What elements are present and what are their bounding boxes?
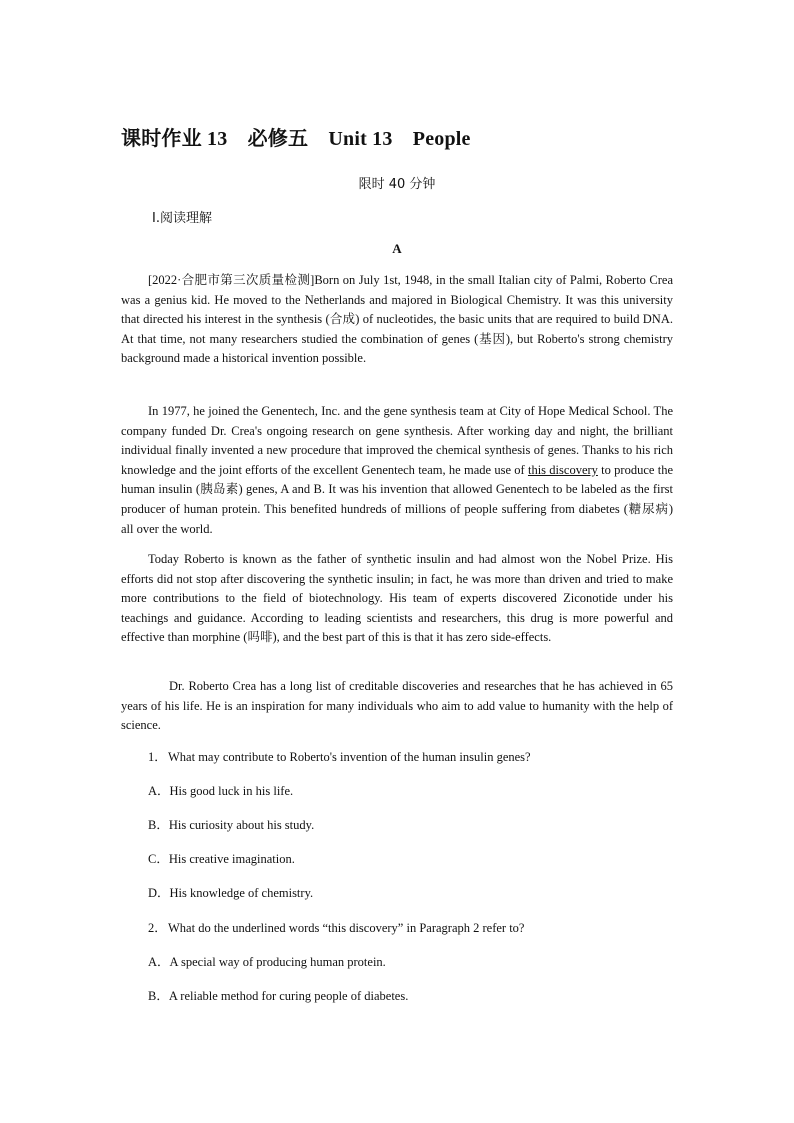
passage-label: A [392,241,402,256]
question-1-option-b [148,816,688,834]
paragraph-2 [121,402,673,539]
question-number: 2． [148,921,167,935]
question-2-option-a [148,953,688,971]
question-text: What do the underlined words “this discovery” in Paragraph 2 refer to? [168,921,525,935]
option-text: A reliable method for curing people of diabetes. [168,989,409,1003]
option-text: His knowledge of chemistry. [169,886,314,900]
option-letter: D． [148,886,170,900]
paragraph-3: Today Roberto is known as the father of synthetic insulin and had almost won the Nobel Prize. His efforts did not stop after discovering the synthetic insulin; in fact, he was more than driven and tried to make more contributions to the field of biotechnology. His team of experts discovered Ziconotide under his teachings and guidance. According to leading scientists and researchers, this drug is more powerful and effective than morphine (吗啡), and the best part of this is that it has zero side-effects. [121,552,673,645]
question-number: 1． [148,750,167,764]
question-1-option-c [148,850,688,868]
option-letter: C． [148,852,169,866]
question-2 [148,919,688,937]
option-letter: B． [148,989,169,1003]
page-title: 课时作业 13 必修五 Unit 13 People [121,128,471,150]
question-1-option-a [148,782,688,800]
option-text: His curiosity about his study. [168,818,315,832]
option-letter: B． [148,818,169,832]
underlined-phrase: this discovery [527,462,598,477]
question-2-option-b [148,987,688,1005]
section-heading: Ⅰ.阅读理解 [152,211,212,226]
option-text: A special way of producing human protein. [169,955,386,969]
paragraph-1: [2022·合肥市第三次质量检测]Born on July 1st, 1948, in the small Italian city of Palmi, Roberto Crea was a genius kid. He moved to the Netherlands and majored in Biological Chemistry. It was this university that directed his interest in the synthesis (合成) of nucleotides, the basic units that are required to build DNA. At that time, not many researchers studied the combination of genes (基因), but Roberto's strong chemistry background made a historical invention possible. [121,273,673,366]
question-text: What may contribute to Roberto's invention of the human insulin genes? [168,750,531,764]
option-letter: A． [148,784,170,798]
paragraph-4: Dr. Roberto Crea has a long list of creditable discoveries and researches that he has achieved in 65 years of his life. He is an inspiration for many individuals who aim to add value to humanity with the help of science. [121,679,673,733]
option-text: His creative imagination. [168,852,295,866]
option-text: His good luck in his life. [169,784,294,798]
question-1-option-d [148,884,688,902]
question-1 [148,748,688,766]
option-letter: A． [148,955,170,969]
paragraph-2-text-before: In 1977, he joined the Genentech, Inc. and the gene synthesis team at City of Hope Medical School. The company funded Dr. Crea's ongoing research on gene synthesis. After working day and night, the brilliant individual finally invented a new procedure that improved the chemical synthesis of genes. Thanks to his rich knowledge and the joint efforts of the excellent Genentech team, he made use of [121,404,673,477]
paragraph-2-text-after: to produce the human insulin (胰岛素) genes, A and B. It was his invention that allowed Genentech to be labeled as the first producer of human protein. This benefited hundreds of millions of people suffering from diabetes (糖尿病) all over the world. [121,462,673,536]
time-limit: 限时 40 分钟 [358,177,436,192]
